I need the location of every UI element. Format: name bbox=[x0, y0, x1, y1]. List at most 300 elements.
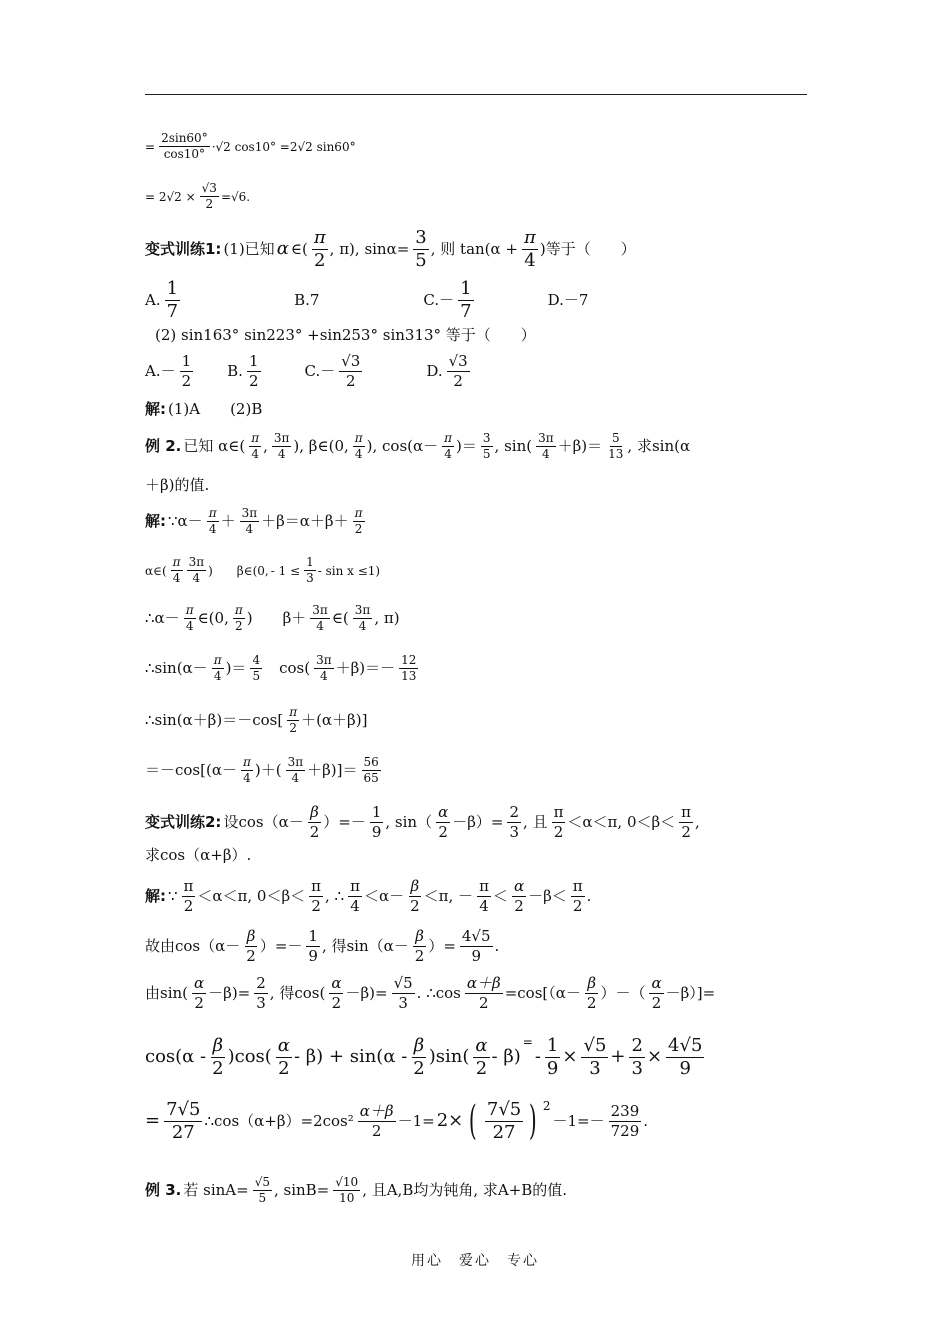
den: 2 bbox=[183, 896, 194, 915]
text: , 且 bbox=[523, 812, 548, 831]
text: C.－ bbox=[304, 361, 336, 380]
num: π bbox=[681, 803, 692, 821]
options-1 bbox=[145, 279, 590, 322]
page-footer: 用心 爱心 专心 bbox=[411, 1253, 539, 1269]
text: ＋β＝α＋β＋ bbox=[261, 512, 349, 531]
den: 4 bbox=[316, 619, 324, 634]
text: , ∴ bbox=[325, 886, 345, 905]
label: 变式训练1: bbox=[145, 239, 222, 258]
num: π bbox=[249, 432, 261, 447]
text: - sin x ≤1) bbox=[317, 563, 381, 578]
fraction bbox=[254, 975, 268, 1011]
den: 2 bbox=[586, 993, 597, 1012]
num: π bbox=[183, 877, 194, 895]
num: α bbox=[651, 974, 662, 992]
text: × bbox=[646, 1046, 663, 1068]
text: )cos( bbox=[227, 1046, 272, 1068]
text: , π) bbox=[374, 609, 400, 628]
num: √3 bbox=[200, 182, 219, 197]
text: + bbox=[610, 1046, 626, 1068]
fraction bbox=[442, 432, 454, 461]
num: √5 bbox=[393, 974, 413, 992]
num: 3π bbox=[536, 432, 556, 447]
num: α bbox=[331, 974, 342, 992]
fraction bbox=[679, 804, 693, 840]
text: = bbox=[522, 1035, 533, 1049]
num: β bbox=[587, 974, 596, 992]
num: π bbox=[572, 877, 583, 895]
den: 2 bbox=[194, 993, 204, 1012]
fraction bbox=[481, 432, 493, 461]
den: 2 bbox=[331, 993, 342, 1012]
text: ＋ bbox=[220, 512, 236, 531]
num: α bbox=[513, 877, 525, 895]
fraction bbox=[507, 804, 521, 840]
den: 2 bbox=[475, 1057, 488, 1079]
den: 2 bbox=[205, 197, 214, 212]
den: 4 bbox=[192, 571, 201, 586]
num: 5 bbox=[610, 432, 622, 447]
fraction bbox=[312, 228, 328, 271]
fraction bbox=[413, 228, 428, 271]
text: ＜α＜π, 0＜β＜ bbox=[567, 812, 676, 831]
num: π bbox=[207, 507, 219, 522]
text: )＋( bbox=[254, 761, 282, 780]
fraction bbox=[212, 654, 224, 683]
num: 3 bbox=[415, 227, 427, 248]
text: －β）= bbox=[452, 812, 504, 831]
num: 12 bbox=[399, 654, 418, 669]
text: )等于（ ） bbox=[539, 239, 636, 258]
fraction bbox=[353, 604, 373, 633]
den: 3 bbox=[306, 571, 314, 586]
den: 2 bbox=[651, 993, 662, 1012]
text: , bbox=[263, 437, 268, 456]
fraction bbox=[552, 804, 566, 840]
fraction bbox=[329, 975, 343, 1011]
num: 1 bbox=[371, 803, 382, 821]
text: 已知 α∈( bbox=[183, 437, 246, 456]
den: 2 bbox=[572, 896, 583, 915]
fraction bbox=[465, 975, 503, 1011]
solution-line-5 bbox=[145, 706, 369, 735]
num: 1 bbox=[166, 278, 179, 299]
num: π bbox=[184, 604, 196, 619]
exponent: 2 bbox=[542, 1099, 551, 1113]
solution-line-3 bbox=[145, 604, 402, 633]
variation-1-question bbox=[145, 228, 638, 271]
text: ＜α－ bbox=[363, 886, 405, 905]
text: ＝－cos[(α－ bbox=[145, 761, 237, 780]
text: α∈( bbox=[145, 563, 167, 578]
fraction bbox=[649, 975, 663, 1011]
fraction bbox=[241, 756, 253, 785]
text: ＋β)]＝ bbox=[307, 761, 358, 780]
text: ）=－ bbox=[259, 936, 303, 955]
den: 9 bbox=[308, 946, 318, 965]
v2-solution-line-4 bbox=[145, 1036, 706, 1079]
text: ∴sin(α－ bbox=[145, 659, 208, 678]
text: - β) + sin(α - bbox=[293, 1046, 408, 1068]
num: π bbox=[233, 604, 245, 619]
num: π bbox=[553, 803, 564, 821]
example-2-question bbox=[145, 432, 692, 461]
text: , 得cos( bbox=[269, 983, 326, 1002]
text: × bbox=[562, 1046, 578, 1068]
fraction bbox=[192, 975, 206, 1011]
num: √3 bbox=[341, 352, 361, 370]
text: = bbox=[145, 1110, 161, 1132]
text: ∵ bbox=[168, 886, 178, 905]
num: α bbox=[194, 974, 205, 992]
fraction bbox=[522, 228, 538, 271]
fraction bbox=[159, 132, 210, 161]
den: 2 bbox=[234, 619, 243, 634]
fraction bbox=[180, 353, 194, 389]
den: 2 bbox=[438, 822, 448, 841]
fraction bbox=[306, 928, 320, 964]
text: cos(α - bbox=[145, 1046, 207, 1068]
den: 2 bbox=[410, 896, 420, 915]
fraction bbox=[411, 1036, 426, 1079]
fraction bbox=[249, 432, 261, 461]
fraction bbox=[339, 353, 362, 389]
den: 9 bbox=[471, 946, 481, 965]
text: (1)已知 bbox=[223, 239, 275, 258]
num: 4 bbox=[250, 654, 262, 669]
text: ∴α－ bbox=[145, 609, 180, 628]
den: 7 bbox=[460, 300, 472, 322]
text: A.－ bbox=[145, 361, 176, 380]
num: 3π bbox=[314, 654, 334, 669]
text: . ∴cos bbox=[416, 983, 461, 1002]
text: ）= bbox=[428, 936, 456, 955]
num: β bbox=[410, 877, 420, 895]
text: ·√2 cos10° =2√2 sin60° bbox=[211, 139, 356, 154]
num: β bbox=[310, 803, 319, 821]
num: 56 bbox=[362, 756, 381, 771]
den: 10 bbox=[339, 1191, 355, 1206]
num: 7√5 bbox=[486, 1099, 522, 1120]
fraction bbox=[477, 878, 491, 914]
example-2-question-cont bbox=[145, 478, 211, 493]
text: α bbox=[276, 238, 289, 260]
fraction bbox=[244, 928, 258, 964]
label: 解: bbox=[145, 512, 166, 531]
num: 7√5 bbox=[166, 1099, 201, 1120]
solution-line-1 bbox=[145, 507, 367, 536]
fraction bbox=[207, 507, 219, 536]
fraction bbox=[286, 756, 306, 785]
text: )＝ bbox=[225, 659, 247, 678]
text: cos( bbox=[264, 659, 311, 678]
num: 2 bbox=[631, 1035, 643, 1056]
text: . bbox=[494, 936, 500, 955]
fraction bbox=[310, 604, 330, 633]
den: 2 bbox=[314, 249, 326, 271]
text: , sin（ bbox=[385, 812, 433, 831]
num: α bbox=[438, 803, 449, 821]
fraction bbox=[233, 604, 245, 633]
num: π bbox=[479, 877, 489, 895]
num: π bbox=[311, 877, 322, 895]
den: 2 bbox=[311, 896, 321, 915]
fraction bbox=[358, 1103, 396, 1139]
fraction bbox=[606, 432, 625, 461]
den: 2 bbox=[681, 822, 691, 841]
fraction bbox=[308, 804, 322, 840]
num: 2sin60° bbox=[159, 132, 210, 147]
header-rule bbox=[145, 94, 807, 95]
den: 3 bbox=[631, 1057, 643, 1079]
num: 1 bbox=[546, 1035, 559, 1056]
fraction bbox=[200, 182, 219, 211]
text: , π), sinα= bbox=[329, 239, 410, 258]
den: 5 bbox=[258, 1191, 267, 1206]
text: ＋β)＝－ bbox=[335, 659, 396, 678]
text: = 2√2 × bbox=[145, 189, 196, 204]
text: )＝ bbox=[456, 437, 477, 456]
fraction bbox=[629, 1036, 644, 1079]
den: 4 bbox=[354, 447, 363, 462]
num: 3π bbox=[187, 556, 207, 571]
text: ∴cos（α+β）=2cos² bbox=[204, 1111, 354, 1130]
text: －1=－ bbox=[552, 1111, 605, 1130]
den: 2 bbox=[278, 1057, 290, 1079]
den: 2 bbox=[413, 1057, 425, 1079]
den: 3 bbox=[509, 822, 520, 841]
den: 5 bbox=[252, 669, 261, 684]
text: B.7 bbox=[294, 290, 320, 309]
fraction bbox=[585, 975, 599, 1011]
den: 4 bbox=[479, 896, 489, 915]
variation-2-question bbox=[145, 804, 702, 840]
num: 3 bbox=[481, 432, 493, 447]
fraction bbox=[571, 878, 585, 914]
text: －β)= bbox=[345, 983, 388, 1002]
den: 4 bbox=[320, 669, 328, 684]
text: - 1 ≤ bbox=[270, 563, 301, 578]
text: －β)= bbox=[208, 983, 251, 1002]
fraction bbox=[240, 507, 260, 536]
den: 2 bbox=[248, 371, 259, 390]
num: √3 bbox=[448, 352, 468, 370]
fraction bbox=[413, 928, 427, 964]
fraction bbox=[408, 878, 422, 914]
text: . bbox=[643, 1111, 649, 1130]
den: 4 bbox=[245, 522, 254, 537]
text: , 且A,B均为钝角, 求A+B的值. bbox=[362, 1181, 568, 1200]
fraction bbox=[666, 1036, 704, 1079]
fraction bbox=[171, 556, 183, 585]
den: 4 bbox=[277, 447, 286, 462]
den: 5 bbox=[482, 447, 491, 462]
num: 239 bbox=[610, 1102, 640, 1121]
den: 2 bbox=[414, 946, 425, 965]
fraction bbox=[247, 353, 261, 389]
fraction bbox=[210, 1036, 225, 1079]
den: 2 bbox=[212, 1057, 224, 1079]
v2-solution-line-5 bbox=[145, 1100, 650, 1143]
right-paren: ) bbox=[529, 1098, 537, 1145]
den: cos10° bbox=[163, 147, 206, 162]
fraction bbox=[436, 804, 450, 840]
eq-line-1 bbox=[145, 132, 358, 161]
fraction bbox=[333, 1176, 360, 1205]
den: 4 bbox=[243, 771, 251, 786]
den: 3 bbox=[398, 993, 408, 1012]
fraction bbox=[545, 1036, 560, 1079]
example-3-question bbox=[145, 1176, 569, 1205]
num: π bbox=[241, 756, 253, 771]
fraction bbox=[392, 975, 415, 1011]
text: , 则 tan(α + bbox=[430, 239, 519, 258]
text: B. bbox=[227, 361, 243, 380]
text: ), β∈(0, bbox=[293, 437, 349, 456]
fraction bbox=[309, 878, 323, 914]
text: ∈(0, bbox=[197, 609, 229, 628]
num: 1 bbox=[248, 352, 259, 370]
text: , 求sin(α bbox=[627, 437, 691, 456]
num: π bbox=[313, 227, 326, 248]
den: 5 bbox=[415, 249, 427, 271]
num: π bbox=[287, 706, 299, 721]
text: ∈( bbox=[331, 609, 349, 628]
text: , bbox=[695, 812, 700, 831]
fraction bbox=[370, 804, 384, 840]
text: 设cos（α－ bbox=[223, 812, 304, 831]
num: π bbox=[171, 556, 183, 571]
text: D.－7 bbox=[547, 290, 589, 309]
den: 2 bbox=[371, 1121, 382, 1140]
num: √5 bbox=[253, 1176, 272, 1191]
fraction bbox=[473, 1036, 489, 1079]
label: 例 2. bbox=[145, 437, 182, 456]
text: 故由cos（α－ bbox=[145, 936, 241, 955]
num: π bbox=[353, 432, 365, 447]
fraction bbox=[272, 432, 292, 461]
num: α bbox=[475, 1035, 488, 1056]
num: 4√5 bbox=[668, 1035, 703, 1056]
label: 变式训练2: bbox=[145, 812, 222, 831]
text: C.－ bbox=[423, 290, 455, 309]
fraction bbox=[314, 654, 334, 683]
fraction bbox=[165, 279, 180, 322]
num: β bbox=[413, 1035, 425, 1056]
fraction bbox=[287, 706, 299, 735]
text: ＜ bbox=[492, 886, 508, 905]
num: α bbox=[277, 1035, 290, 1056]
den: 9 bbox=[679, 1057, 691, 1079]
text: - β) bbox=[491, 1046, 521, 1068]
text: A. bbox=[145, 290, 161, 309]
fraction bbox=[512, 878, 526, 914]
fraction bbox=[353, 432, 365, 461]
fraction bbox=[536, 432, 556, 461]
text: = bbox=[145, 139, 156, 154]
den: 3 bbox=[256, 993, 266, 1012]
den: 9 bbox=[371, 822, 382, 841]
text: , sinB= bbox=[273, 1181, 330, 1200]
den: 13 bbox=[608, 447, 624, 462]
den: 4 bbox=[251, 447, 259, 462]
text: ∵α－ bbox=[168, 512, 203, 531]
text: ), cos(α－ bbox=[366, 437, 439, 456]
fraction bbox=[187, 556, 207, 585]
answer-1 bbox=[145, 402, 264, 417]
den: 27 bbox=[171, 1121, 195, 1143]
den: 4 bbox=[208, 522, 217, 537]
num: 4√5 bbox=[461, 927, 491, 945]
num: 1 bbox=[460, 278, 472, 299]
solution-line-2 bbox=[145, 556, 382, 585]
den: 27 bbox=[492, 1121, 516, 1143]
den: 2 bbox=[181, 371, 192, 390]
text: - bbox=[534, 1046, 541, 1068]
text: =cos[（α－ bbox=[504, 983, 581, 1002]
text: －1= bbox=[397, 1111, 435, 1130]
den: 2 bbox=[453, 371, 463, 390]
den: 4 bbox=[524, 249, 536, 271]
den: 7 bbox=[166, 300, 179, 322]
fraction bbox=[609, 1103, 642, 1139]
options-2 bbox=[145, 353, 472, 389]
text: －β＜ bbox=[528, 886, 567, 905]
den: 2 bbox=[246, 946, 256, 965]
num: α＋β bbox=[466, 974, 501, 992]
num: β bbox=[212, 1035, 224, 1056]
text: ) β∈(0, bbox=[208, 563, 269, 578]
den: 2 bbox=[309, 822, 320, 841]
den: 2 bbox=[479, 993, 489, 1012]
fraction bbox=[250, 654, 262, 683]
variation-2-question-cont bbox=[145, 848, 253, 863]
fraction bbox=[348, 878, 362, 914]
num: 3π bbox=[310, 604, 330, 619]
fraction bbox=[460, 928, 493, 964]
den: 4 bbox=[350, 896, 360, 915]
text: ) β＋ bbox=[246, 609, 307, 628]
fraction bbox=[458, 279, 473, 322]
fraction bbox=[182, 878, 196, 914]
fraction bbox=[304, 556, 316, 585]
text: ＜π, － bbox=[423, 886, 474, 905]
text: 若 sinA= bbox=[183, 1181, 249, 1200]
text: )sin( bbox=[428, 1046, 470, 1068]
den: 65 bbox=[363, 771, 379, 786]
den: 2 bbox=[553, 822, 564, 841]
den: 3 bbox=[589, 1057, 601, 1079]
den: 4 bbox=[542, 447, 550, 462]
num: 3π bbox=[353, 604, 373, 619]
text: ∈( bbox=[290, 239, 308, 258]
text: 2× bbox=[436, 1110, 464, 1132]
den: 4 bbox=[291, 771, 300, 786]
text: ＋β)的值. bbox=[145, 476, 210, 494]
text: D. bbox=[426, 361, 443, 380]
num: π bbox=[524, 227, 536, 248]
num: π bbox=[353, 507, 365, 522]
text: , sin( bbox=[494, 437, 533, 456]
den: 2 bbox=[354, 522, 363, 537]
fraction bbox=[581, 1036, 608, 1079]
den: 729 bbox=[610, 1121, 640, 1140]
text: ）－（ bbox=[600, 983, 646, 1002]
text: (2) sin163° sin223° +sin253° sin313° 等于（ ） bbox=[155, 326, 536, 344]
label: 例 3. bbox=[145, 1181, 182, 1200]
den: 4 bbox=[172, 571, 181, 586]
fraction bbox=[353, 507, 365, 536]
